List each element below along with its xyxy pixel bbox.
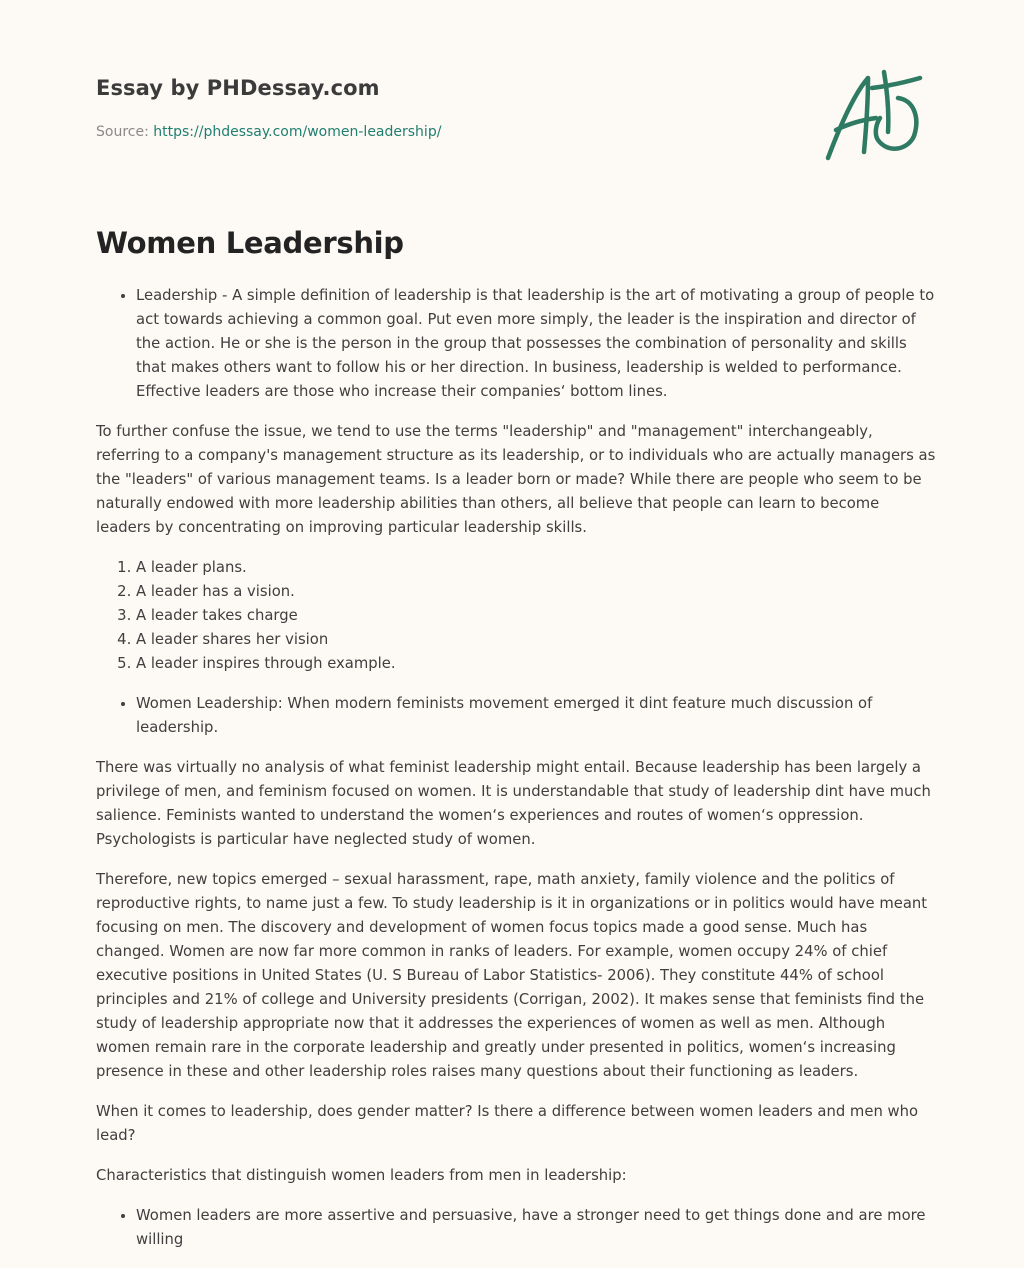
list-item: 2. A leader has a vision. [136,580,936,604]
source-label: Source: [96,124,154,140]
a-plus-logo-icon [822,66,926,166]
bullet-list-characteristics [96,1204,936,1252]
bullet-list-leadership [96,284,936,404]
list-item: 3. A leader takes charge [136,604,936,628]
source-line [96,124,441,140]
list-item: • Women Leadership: When modern feminists movement emerged it dint feature much discussion of leadership. [136,692,936,740]
paragraph: To further confuse the issue, we tend to use the terms "leadership" and "management" interchangeably, referring to a company's management structure as its leadership, or to individuals who are actually managers as the "leaders" of various management teams. Is a leader born or made? While there are people who seem to be naturally endowed with more leadership abilities than others, all believe that people can learn to become leaders by concentrating on improving particular leadership skills. [96,423,936,536]
list-item: • Leadership - A simple definition of leadership is that leadership is the art of motivating a group of people to act towards achieving a common goal. Put even more simply, the leader is the inspiration and director of the action. He or she is the person in the group that possesses the combination of personality and skills that makes others want to follow his or her direction. In business, leadership is welded to performance. Effective leaders are those who increase their companies‘ bottom lines. [136,284,936,404]
leader-traits-list [96,556,936,676]
paragraph: Therefore, new topics emerged – sexual harassment, rape, math anxiety, family violence and the politics of reproductive rights, to name just a few. To study leadership is it in organizations or in politics would have meant focusing on men. The discovery and development of women focus topics made a good sense. Much has changed. Women are now far more common in ranks of leaders. For example, women occupy 24% of chief executive positions in United States (U. S Bureau of Labor Statistics- 2006). They constitute 44% of school principles and 21% of college and University presidents (Corrigan, 2002). It makes sense that feminists find the study of leadership appropriate now that it addresses the experiences of women as well as men. Although women remain rare in the corporate leadership and greatly under presented in politics, women‘s increasing presence in these and other leadership roles raises many questions about their functioning as leaders. [96,871,928,1080]
list-item: 5. A leader inspires through example. [136,652,936,676]
source-link[interactable]: https://phdessay.com/women-leadership/ [153,124,442,140]
bullet-list-women-leadership [96,692,936,740]
list-item: 4. A leader shares her vision [136,628,936,652]
paragraph: When it comes to leadership, does gender matter? Is there a difference between women leaders and men who lead? [96,1103,919,1144]
essay-title: Women Leadership [96,226,404,260]
essay-body [96,284,936,1268]
paragraph: Characteristics that distinguish women leaders from men in leadership: [96,1167,627,1184]
list-item: 1. A leader plans. [136,556,936,580]
site-brand: Essay by PHDessay.com [96,76,380,100]
list-item: • Women leaders are more assertive and persuasive, have a stronger need to get things done and are more willing [136,1204,936,1252]
paragraph: There was virtually no analysis of what feminist leadership might entail. Because leadership has been largely a privilege of men, and feminism focused on women. It is understandable that study of leadership dint have much salience. Feminists wanted to understand the women‘s experiences and routes of women‘s oppression. Psychologists is particular have neglected study of women. [96,759,931,848]
